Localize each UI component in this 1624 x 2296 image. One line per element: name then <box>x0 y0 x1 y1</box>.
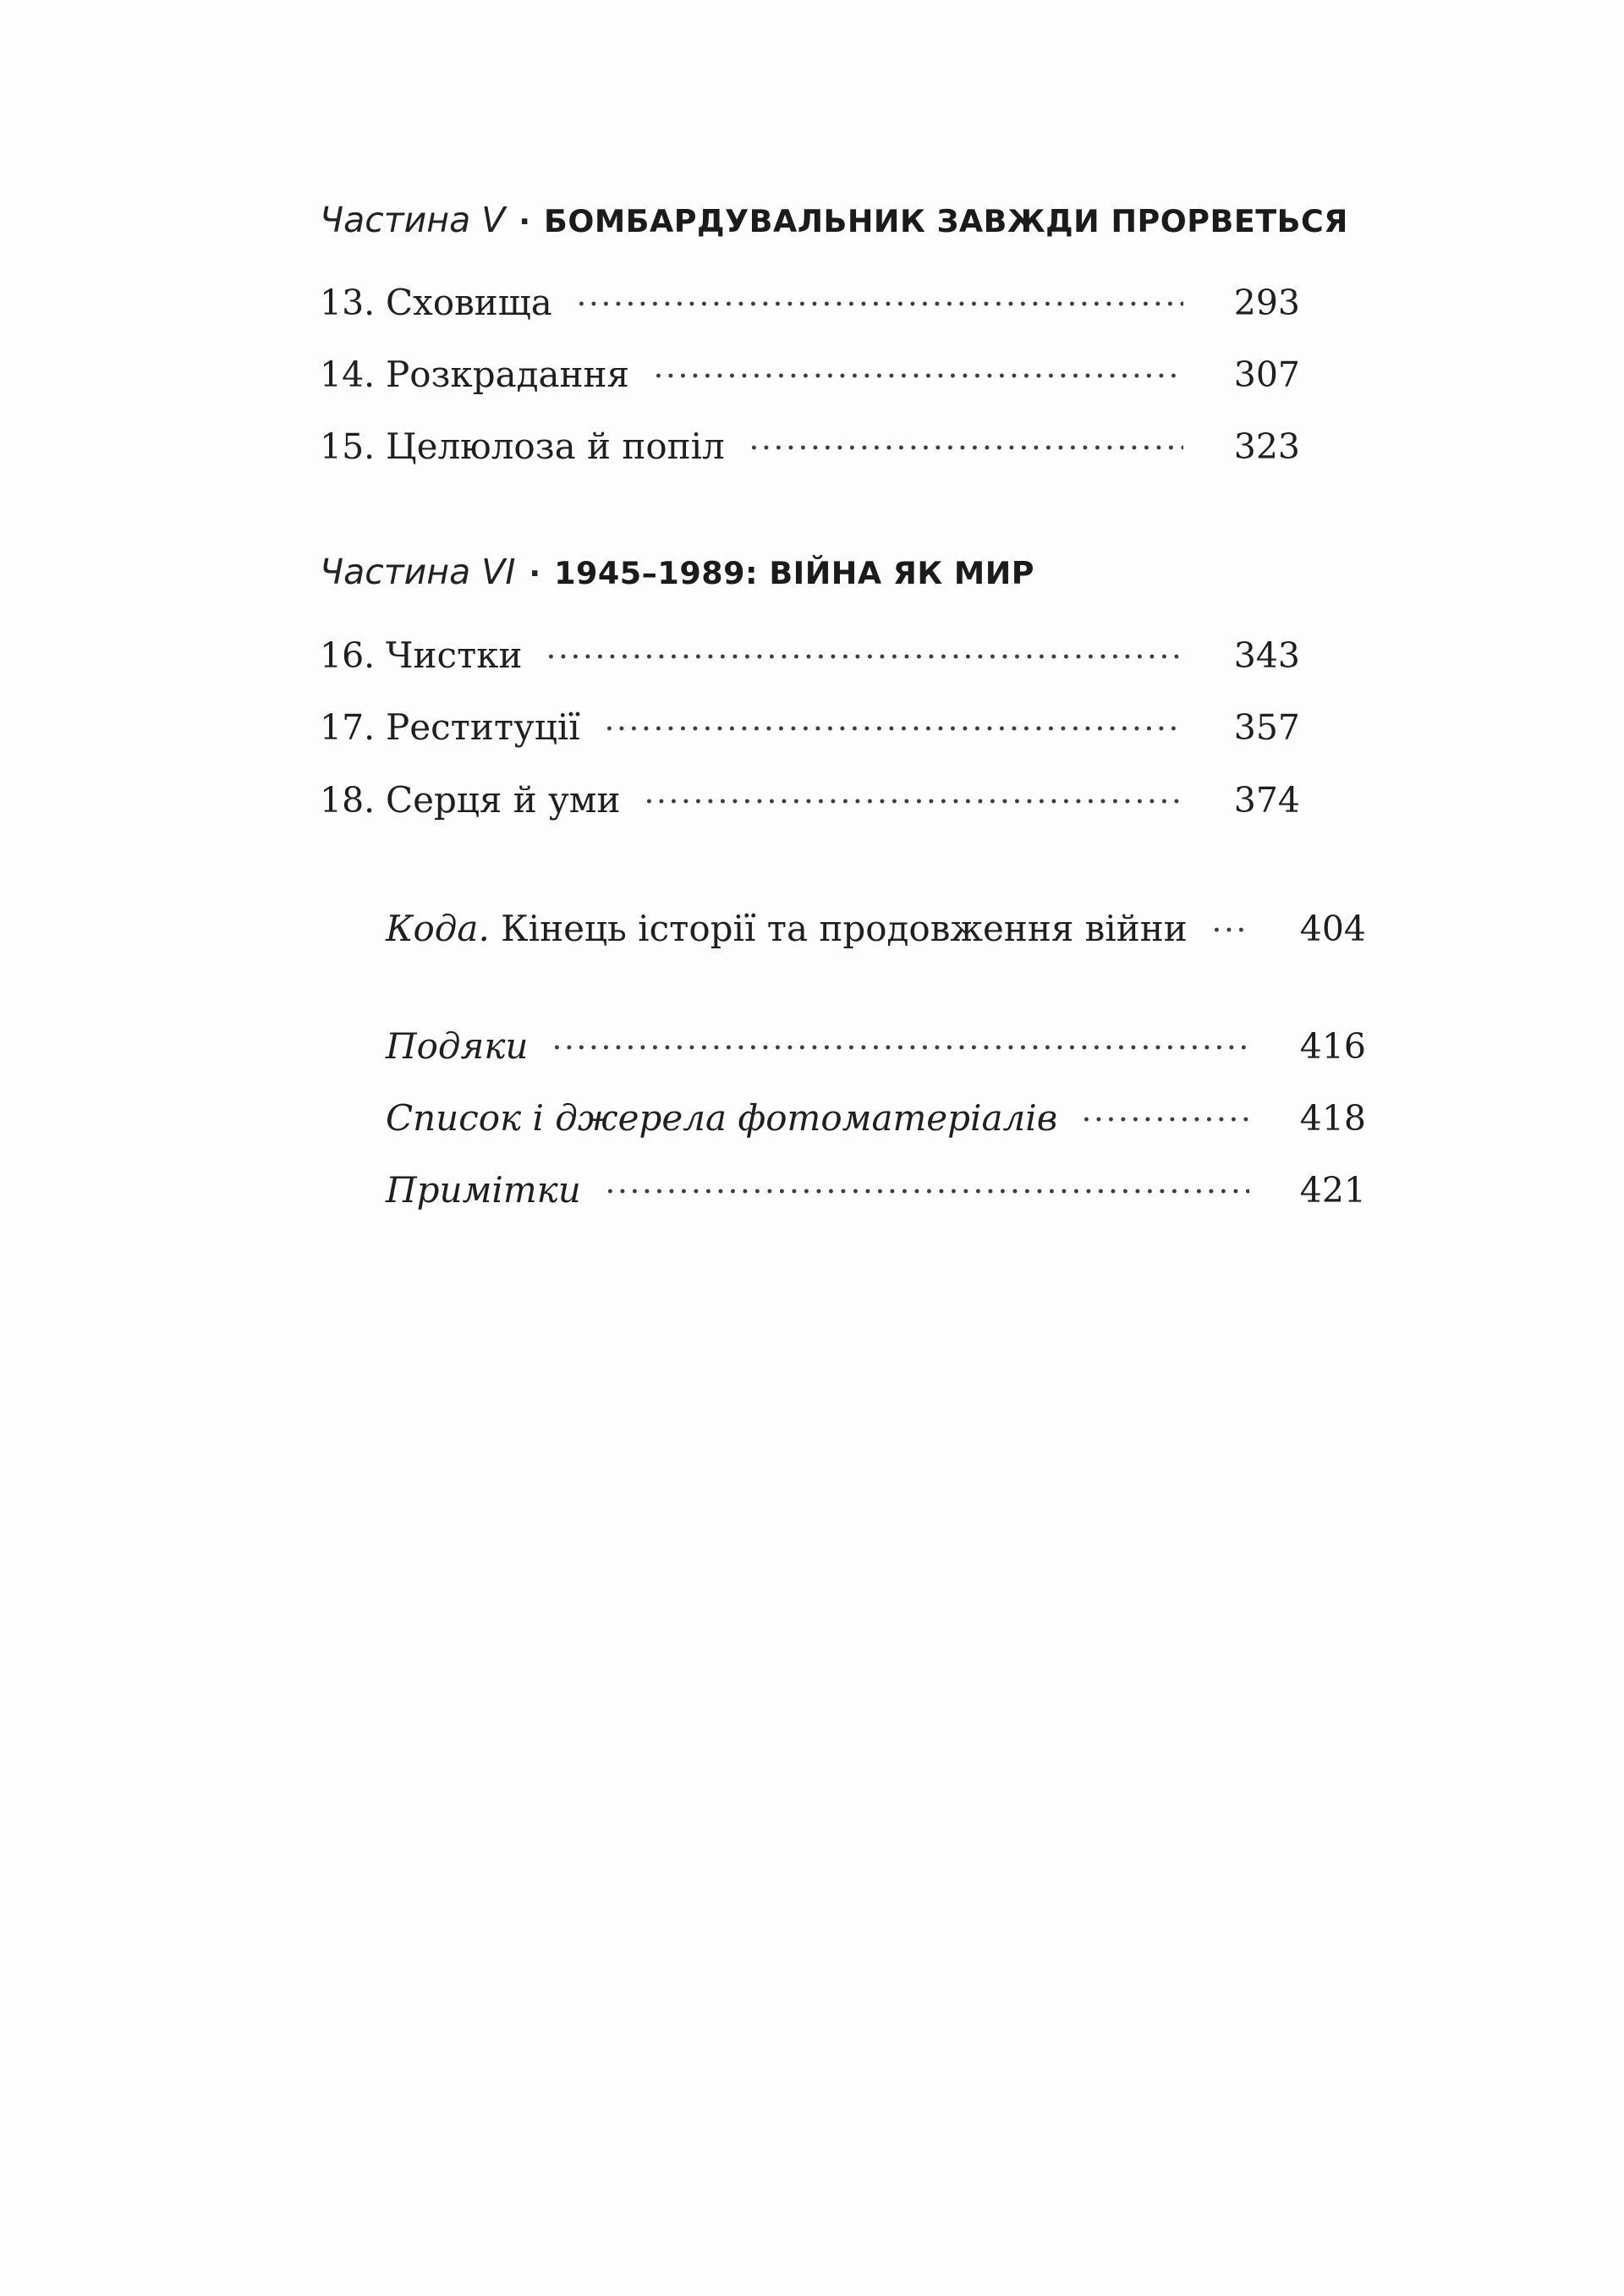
page-number: 404 <box>1299 909 1366 949</box>
page-number: 421 <box>1299 1170 1366 1211</box>
toc-entry <box>320 423 1300 470</box>
page-number: 323 <box>1233 426 1300 467</box>
part-title: 1945–1989: ВІЙНА ЯК МИР <box>554 555 1035 591</box>
chapter-number: 13. <box>320 283 376 323</box>
dot-leader <box>579 301 1183 306</box>
toc-entry-coda <box>320 905 1366 953</box>
chapter-title: Целюлоза й попіл <box>386 426 725 467</box>
chapter-number: 17. <box>320 707 376 748</box>
backmatter-title: Примітки <box>386 1169 581 1211</box>
chapter-title: Сховища <box>386 282 552 323</box>
toc-entry <box>320 279 1300 327</box>
part-label: Частина VI <box>320 552 516 592</box>
toc-entry-backmatter <box>320 1167 1366 1214</box>
part-separator-dot: · <box>518 205 531 239</box>
toc-entry-backmatter <box>320 1095 1366 1142</box>
toc-entry <box>320 632 1300 679</box>
dot-leader <box>752 445 1183 450</box>
page-number: 416 <box>1299 1026 1366 1067</box>
part-header-vi <box>320 548 1300 596</box>
page-number: 307 <box>1233 354 1300 395</box>
chapter-number: 15. <box>320 426 376 467</box>
chapter-title: Розкрадання <box>386 354 630 395</box>
part-separator-dot: · <box>529 557 541 591</box>
dot-leader <box>555 1045 1249 1050</box>
dot-leader <box>608 1189 1249 1194</box>
toc-entry <box>320 351 1300 398</box>
page-number: 357 <box>1233 707 1300 748</box>
dot-leader <box>549 654 1183 659</box>
page-number: 418 <box>1299 1098 1366 1139</box>
chapter-title: Чистки <box>386 634 523 676</box>
page-number: 293 <box>1233 283 1300 323</box>
dot-leader <box>656 373 1183 378</box>
dot-leader <box>647 799 1183 804</box>
part-header-v <box>320 196 1348 244</box>
toc-entry-backmatter <box>320 1023 1366 1070</box>
chapter-number: 18. <box>320 780 376 821</box>
chapter-number: 14. <box>320 354 376 395</box>
coda-title <box>386 905 1188 953</box>
toc-entry <box>320 704 1300 751</box>
chapter-number: 16. <box>320 635 376 676</box>
part-title: БОМБАРДУВАЛЬНИК ЗАВЖДИ ПРОРВЕТЬСЯ <box>544 203 1348 239</box>
backmatter-title: Список і джерела фотоматеріалів <box>386 1097 1058 1139</box>
coda-title-text: Кінець історії та продовження війни <box>489 908 1188 949</box>
page-number: 343 <box>1233 635 1300 676</box>
dot-leader <box>1084 1117 1249 1122</box>
part-label: Частина V <box>320 200 506 240</box>
chapter-title: Реституції <box>386 706 580 748</box>
coda-label: Кода. <box>386 908 490 949</box>
backmatter-title: Подяки <box>386 1025 529 1067</box>
page-number: 374 <box>1233 780 1300 821</box>
dot-leader <box>1215 927 1249 932</box>
dot-leader <box>607 726 1183 731</box>
chapter-title: Серця й уми <box>386 779 621 821</box>
toc-entry <box>320 777 1300 824</box>
